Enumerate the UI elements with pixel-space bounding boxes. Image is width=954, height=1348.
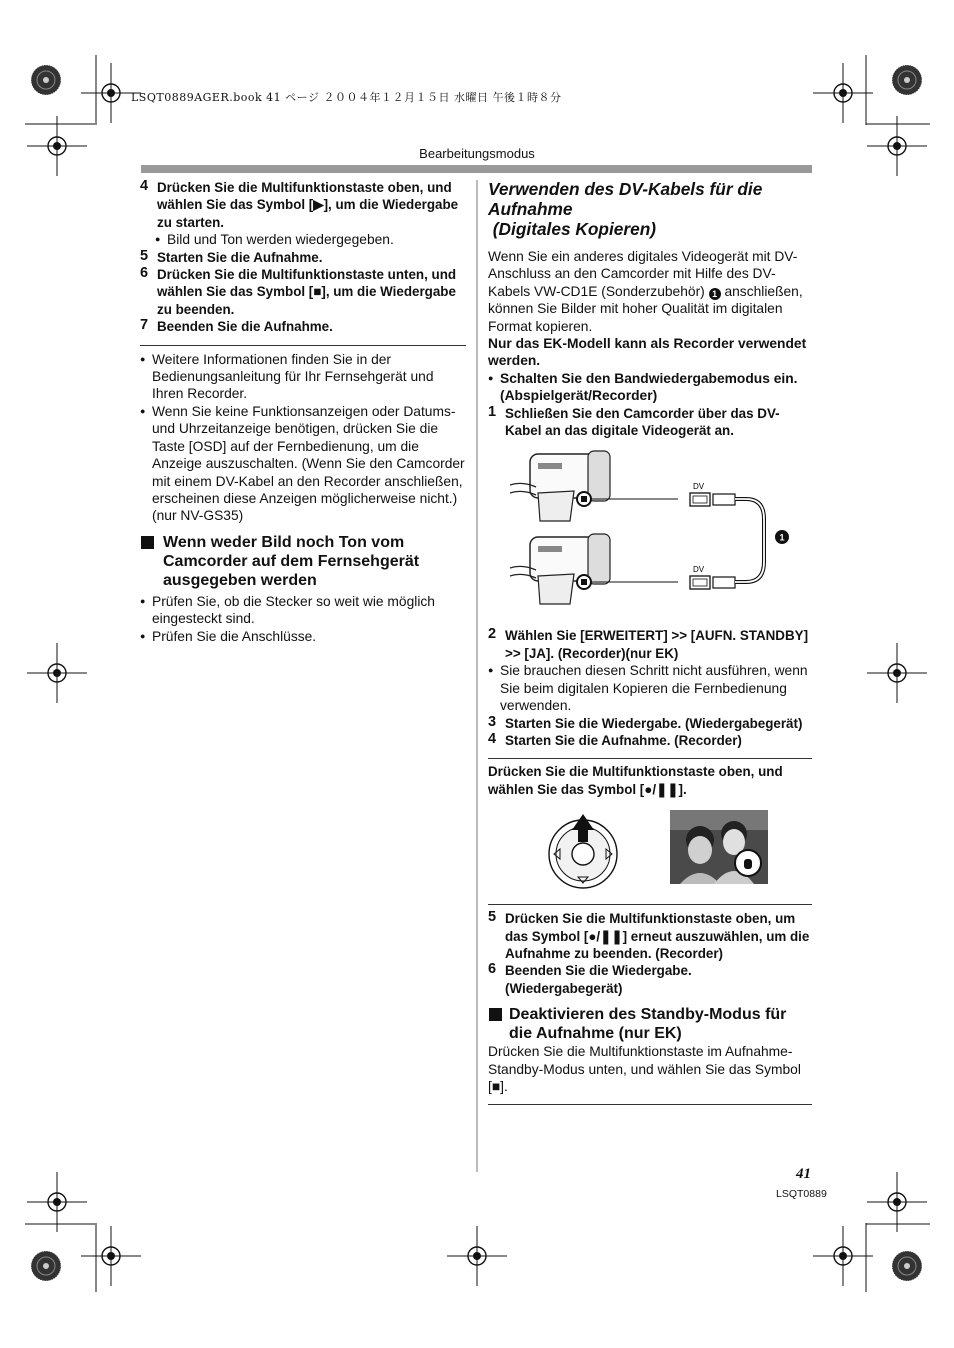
divider-rule <box>488 1104 812 1105</box>
step-number: 2 <box>488 626 497 643</box>
step-text: Starten Sie die Aufnahme. <box>157 249 323 265</box>
step-item <box>488 910 812 962</box>
recording-screen-photo <box>670 810 768 884</box>
document-code: LSQT0889 <box>776 1188 827 1200</box>
bullet-item: ● Prüfen Sie, ob die Stecker so weit wie möglich eingesteckt sind. <box>140 593 466 628</box>
step-item <box>140 266 466 318</box>
dv-label-top: DV <box>693 482 705 492</box>
header-bar <box>141 165 812 173</box>
step-bullet: ● Bild und Ton werden wiedergegeben. <box>155 231 466 248</box>
step-item <box>140 249 466 266</box>
dv-port-bottom-icon <box>690 576 710 589</box>
step-item <box>140 179 466 231</box>
column-divider <box>476 180 478 1172</box>
dv-connection-figure <box>488 449 812 617</box>
step-item <box>140 318 466 335</box>
step-text: Beenden Sie die Aufnahme. <box>157 319 333 335</box>
step-text: Drücken Sie die Multifunktionstaste oben, um das Symbol [●/❚❚] erneut auszuwählen, um die Aufnahme zu beenden. (Recorder) <box>505 911 810 961</box>
section-square-icon <box>489 1008 502 1021</box>
step-text: Schließen Sie den Camcorder über das DV-Kabel an das digitale Videogerät an. <box>505 405 780 439</box>
note-item: ● Weitere Informationen finden Sie in der Bedienungsanleitung für Ihr Fernsehgerät und Ihren Recorder. <box>140 351 466 403</box>
step-text: Wählen Sie [ERWEITERT] >> [AUFN. STANDBY] >> [JA]. (Recorder)(nur EK) <box>505 628 809 661</box>
step-text: Beenden Sie die Wiedergabe. (Wiedergabegerät) <box>505 963 692 996</box>
step-number: 1 <box>488 403 497 420</box>
divider-rule <box>140 345 466 346</box>
step-number: 5 <box>140 247 149 264</box>
divider-rule <box>488 758 812 759</box>
note-item: ● Wenn Sie keine Funktionsanzeigen oder Datums- und Uhrzeitanzeige benötigen, drücken Sie die Taste [OSD] auf der Fernbedienung, um die Anzeige auszuschalten. (Wenn Sie den Camcorder mit einem DV-Kabel an den Recorder anschließen, erscheinen diese Anzeigen möglicherweise nicht.) (nur NV-GS35) <box>140 403 466 525</box>
step-text: Drücken Sie die Multifunktionstaste unten, und wählen Sie das Symbol [■], um die Wiedergabe zu beenden. <box>157 267 457 317</box>
ek-note: Nur das EK-Modell kann als Recorder verwendet werden. <box>488 336 807 369</box>
page-header-title: Bearbeitungsmodus <box>419 146 535 161</box>
step-number: 4 <box>488 730 497 747</box>
step-item <box>488 732 812 749</box>
left-column <box>140 179 466 645</box>
step-number: 5 <box>488 909 497 926</box>
section-square-icon <box>141 536 154 549</box>
bullet-item: ● Prüfen Sie die Anschlüsse. <box>140 628 466 645</box>
callout-number-icon: 1 <box>709 288 721 300</box>
section-bullets <box>140 593 466 645</box>
step-list-b <box>140 249 466 336</box>
divider-rule <box>488 904 812 905</box>
section-text: Drücken Sie die Multifunktionstaste im Aufnahme-Standby-Modus unten, und wählen Sie das Symbol [■]. <box>488 1044 801 1094</box>
camcorder-top-image <box>510 451 610 521</box>
step-item <box>488 962 812 997</box>
step-text: Drücken Sie die Multifunktionstaste oben, und wählen Sie das Symbol [▶], um die Wiedergabe zu starten. <box>157 180 459 230</box>
step-number: 6 <box>488 961 497 978</box>
camcorder-bottom-image <box>510 534 610 604</box>
dv-cable-image <box>713 494 764 588</box>
step-item <box>488 715 812 732</box>
right-column <box>488 179 812 1105</box>
step-list-a <box>140 179 466 231</box>
section-title: Verwenden des DV-Kabels für die Aufnahme (Digitales Kopieren) <box>488 179 763 239</box>
joystick-figure <box>488 810 812 902</box>
multifunction-joystick-icon <box>546 812 620 892</box>
step-number: 3 <box>488 713 497 730</box>
step-text: Starten Sie die Aufnahme. (Recorder) <box>505 732 742 748</box>
section-heading: Wenn weder Bild noch Ton vom Camcorder auf dem Fernsehgerät ausgegeben werden <box>140 533 466 590</box>
step-item <box>488 405 812 440</box>
page-number: 41 <box>796 1166 811 1182</box>
step-text: Starten Sie die Wiedergabe. (Wiedergabegerät) <box>505 715 803 731</box>
intro-text: Wenn Sie ein anderes digitales Videogerät mit DV-Anschluss an den Camcorder mit Hilfe des DV-Kabels VW-CD1E (Sonderzubehör) 1 anschließen, können Sie Bilder mit hoher Qualität im digitalen Format kopieren. <box>488 249 803 334</box>
dv-port-top-icon <box>690 493 710 506</box>
section-heading: Deaktivieren des Standby-Modus für die Aufnahme (nur EK) <box>488 1005 812 1043</box>
step-number: 7 <box>140 317 149 334</box>
step-number: 6 <box>140 265 149 282</box>
ek-bullet: ● Schalten Sie den Bandwiedergabemodus ein. (Abspielgerät/Recorder) <box>488 370 812 405</box>
print-info: LSQT0889AGER.book 41 ページ ２００４年１２月１５日 水曜日 午後１時８分 <box>131 91 562 104</box>
dv-label-bottom: DV <box>693 565 705 575</box>
step-number: 4 <box>140 178 149 194</box>
step-item <box>488 627 812 662</box>
press-instruction: Drücken Sie die Multifunktionstaste oben, und wählen Sie das Symbol [●/❚❚]. <box>488 764 783 797</box>
svg-text:1: 1 <box>779 532 785 543</box>
step-bullet: ● Sie brauchen diesen Schritt nicht ausführen, wenn Sie beim digitalen Kopieren die Fernbedienung verwenden. <box>488 662 812 714</box>
